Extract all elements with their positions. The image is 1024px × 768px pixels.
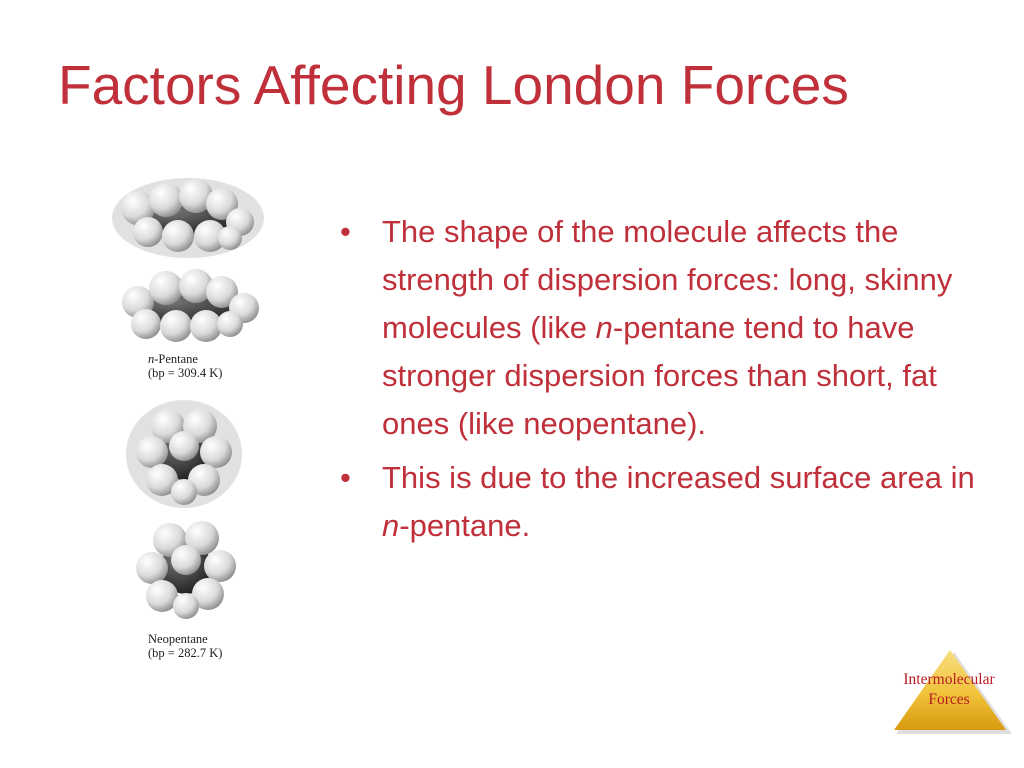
slide-title: Factors Affecting London Forces: [58, 54, 849, 116]
neopentane-bp: (bp = 282.7 K): [148, 646, 223, 660]
pentane-bp: (bp = 309.4 K): [148, 366, 223, 380]
neopentane-ball-model: [130, 514, 242, 622]
neopentane-caption: [148, 632, 222, 660]
logo-text: [884, 670, 1014, 710]
logo-line-2: Forces: [928, 691, 970, 708]
pentane-name: -Pentane: [154, 352, 198, 366]
bullet-text-end: -pentane tend to have stronger dispersion forces than short, fat ones (like neopentane).: [382, 310, 937, 441]
neopentane-name: Neopentane: [148, 632, 208, 646]
pentane-prefix: n: [148, 352, 155, 366]
bullet-text-start: The shape of the molecule affects the strength of dispersion forces: long, skinny molecules (like: [382, 214, 953, 345]
bullet-marker: •: [340, 214, 351, 249]
bullet-italic-term: n: [382, 508, 400, 543]
bullet-text-end: -pentane.: [399, 508, 531, 543]
logo-line-1: Intermolecular: [903, 671, 995, 688]
bullet-item: [340, 454, 980, 550]
bullet-text-start: This is due to the increased surface area in: [382, 460, 975, 495]
molecule-figure: [100, 168, 300, 668]
pentane-ball-model: [110, 264, 280, 350]
bullet-italic-term: n: [595, 310, 613, 345]
pentane-caption: [148, 352, 222, 380]
bullet-item: [340, 208, 980, 448]
intermolecular-forces-logo: [884, 648, 1014, 738]
bullet-list: [340, 208, 980, 556]
pentane-surface-model: [108, 174, 278, 264]
bullet-marker: •: [340, 460, 351, 495]
neopentane-surface-model: [122, 396, 248, 514]
